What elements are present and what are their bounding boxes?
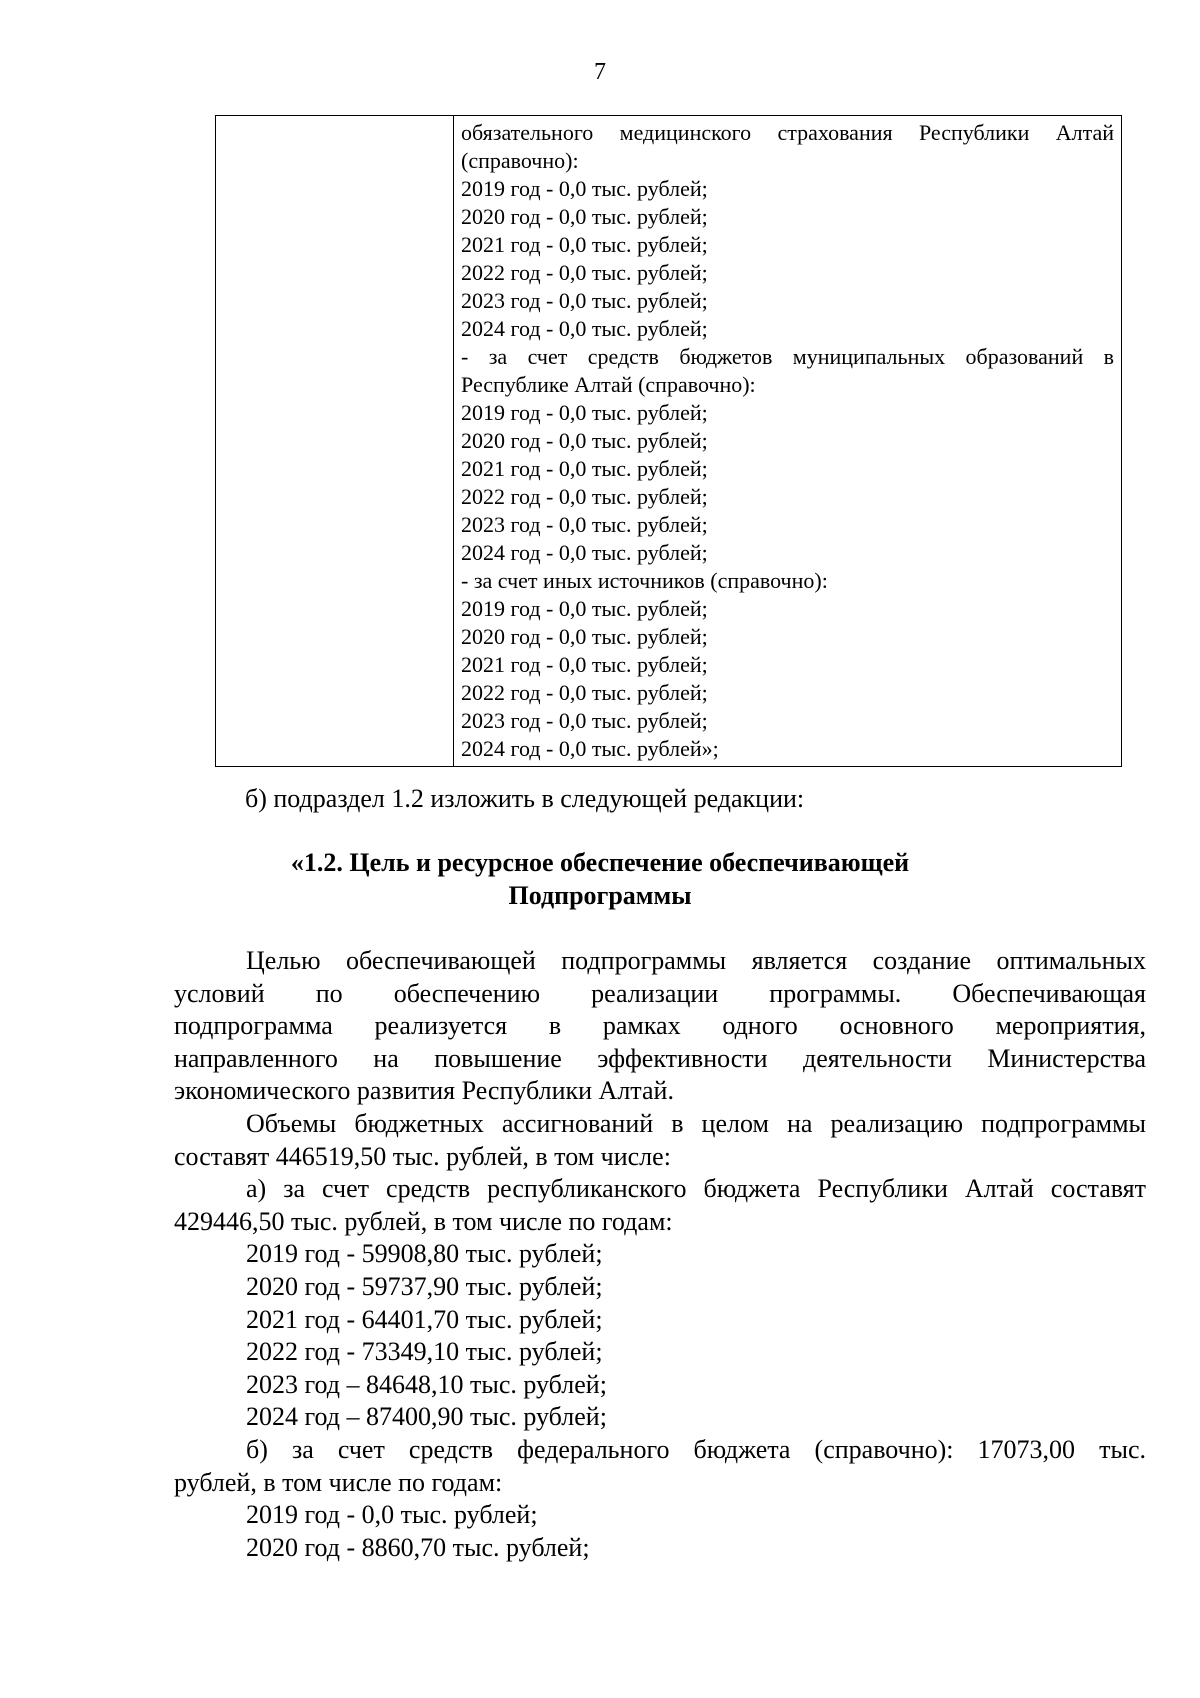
paragraph-line: Объемы бюджетных ассигнований в целом на реализацию подпрограммы [246,1108,1146,1138]
table-text-line: 2023 год - 0,0 тыс. рублей; [461,708,708,733]
body-text [174,945,1146,1564]
page-number: 7 [594,59,606,85]
table-left-cell [216,116,454,767]
table-text-line: 2020 год - 0,0 тыс. рублей; [461,624,708,649]
table-text-line: 2019 год - 0,0 тыс. рублей; [461,176,708,201]
section-title-line: «1.2. Цель и ресурсное обеспечение обеспечивающей [290,848,910,877]
paragraph-line: б) за счет средств федерального бюджета (справочно): 17073,00 тыс. [246,1434,1146,1464]
paragraph-line: 2019 год - 59908,80 тыс. рублей; [246,1239,603,1269]
table-text-line: 2022 год - 0,0 тыс. рублей; [461,484,708,509]
table-row [216,116,1122,767]
table-text-line: 2019 год - 0,0 тыс. рублей; [461,400,708,425]
paragraph-line: направленного на повышение эффективности деятельности Министерства [174,1043,1146,1073]
section-title-line: Подпрограммы [508,881,692,910]
table-text-line: 2024 год - 0,0 тыс. рублей; [461,540,708,565]
table-text-line: 2020 год - 0,0 тыс. рублей; [461,204,708,229]
paragraph-line: рублей, в том числе по годам: [174,1467,503,1497]
paragraph-line: экономического развития Республики Алтай. [174,1076,674,1106]
paragraph-line: 2021 год - 64401,70 тыс. рублей; [246,1304,603,1334]
table-text-line: 2021 год - 0,0 тыс. рублей; [461,652,708,677]
table-text-line: 2023 год - 0,0 тыс. рублей; [461,512,708,537]
paragraph-line: 2020 год - 59737,90 тыс. рублей; [246,1271,603,1301]
table-text-line: 2021 год - 0,0 тыс. рублей; [461,456,708,481]
table-text-line: 2020 год - 0,0 тыс. рублей; [461,428,708,453]
paragraph-line: 429446,50 тыс. рублей, в том числе по годам: [174,1206,673,1236]
table-text-line: (справочно): [461,148,579,173]
table-text-line: - за счет иных источников (справочно): [461,568,828,593]
paragraph-line: а) за счет средств республиканского бюджета Республики Алтай составят [246,1174,1146,1204]
table-text-line: 2021 год - 0,0 тыс. рублей; [461,232,708,257]
table-text-line: 2024 год - 0,0 тыс. рублей; [461,316,708,341]
paragraph-line: 2023 год – 84648,10 тыс. рублей; [246,1369,607,1399]
paragraph-line: 2022 год - 73349,10 тыс. рублей; [246,1337,603,1367]
table-text-line: 2019 год - 0,0 тыс. рублей; [461,596,708,621]
funding-table [215,115,1122,767]
paragraph-line: подпрограмма реализуется в рамках одного основного мероприятия, [174,1011,1146,1041]
paragraph-line: Целью обеспечивающей подпрограммы является создание оптимальных [246,946,1146,975]
table-right-cell [454,116,1122,767]
amendment-instruction: б) подраздел 1.2 изложить в следующей редакции: [245,784,805,813]
paragraph-line: 2019 год - 0,0 тыс. рублей; [246,1500,538,1530]
paragraph-line: условий по обеспечению реализации программы. Обеспечивающая [174,978,1146,1008]
paragraph-line: составят 446519,50 тыс. рублей, в том числе: [174,1141,671,1171]
paragraph-line: 2024 год – 87400,90 тыс. рублей; [246,1402,607,1432]
table-text-line: Республике Алтай (справочно): [461,372,756,397]
table-text-line: - за счет средств бюджетов муниципальных образований в [461,344,1114,369]
table-text-line: 2024 год - 0,0 тыс. рублей»; [461,736,719,761]
table-text-line: 2023 год - 0,0 тыс. рублей; [461,288,708,313]
table-text-line: 2022 год - 0,0 тыс. рублей; [461,260,708,285]
table-text-line: 2022 год - 0,0 тыс. рублей; [461,680,708,705]
paragraph-line: 2020 год - 8860,70 тыс. рублей; [246,1532,590,1562]
section-title [0,846,1200,912]
table-text-line: обязательного медицинского страхования Республики Алтай [461,120,1114,145]
